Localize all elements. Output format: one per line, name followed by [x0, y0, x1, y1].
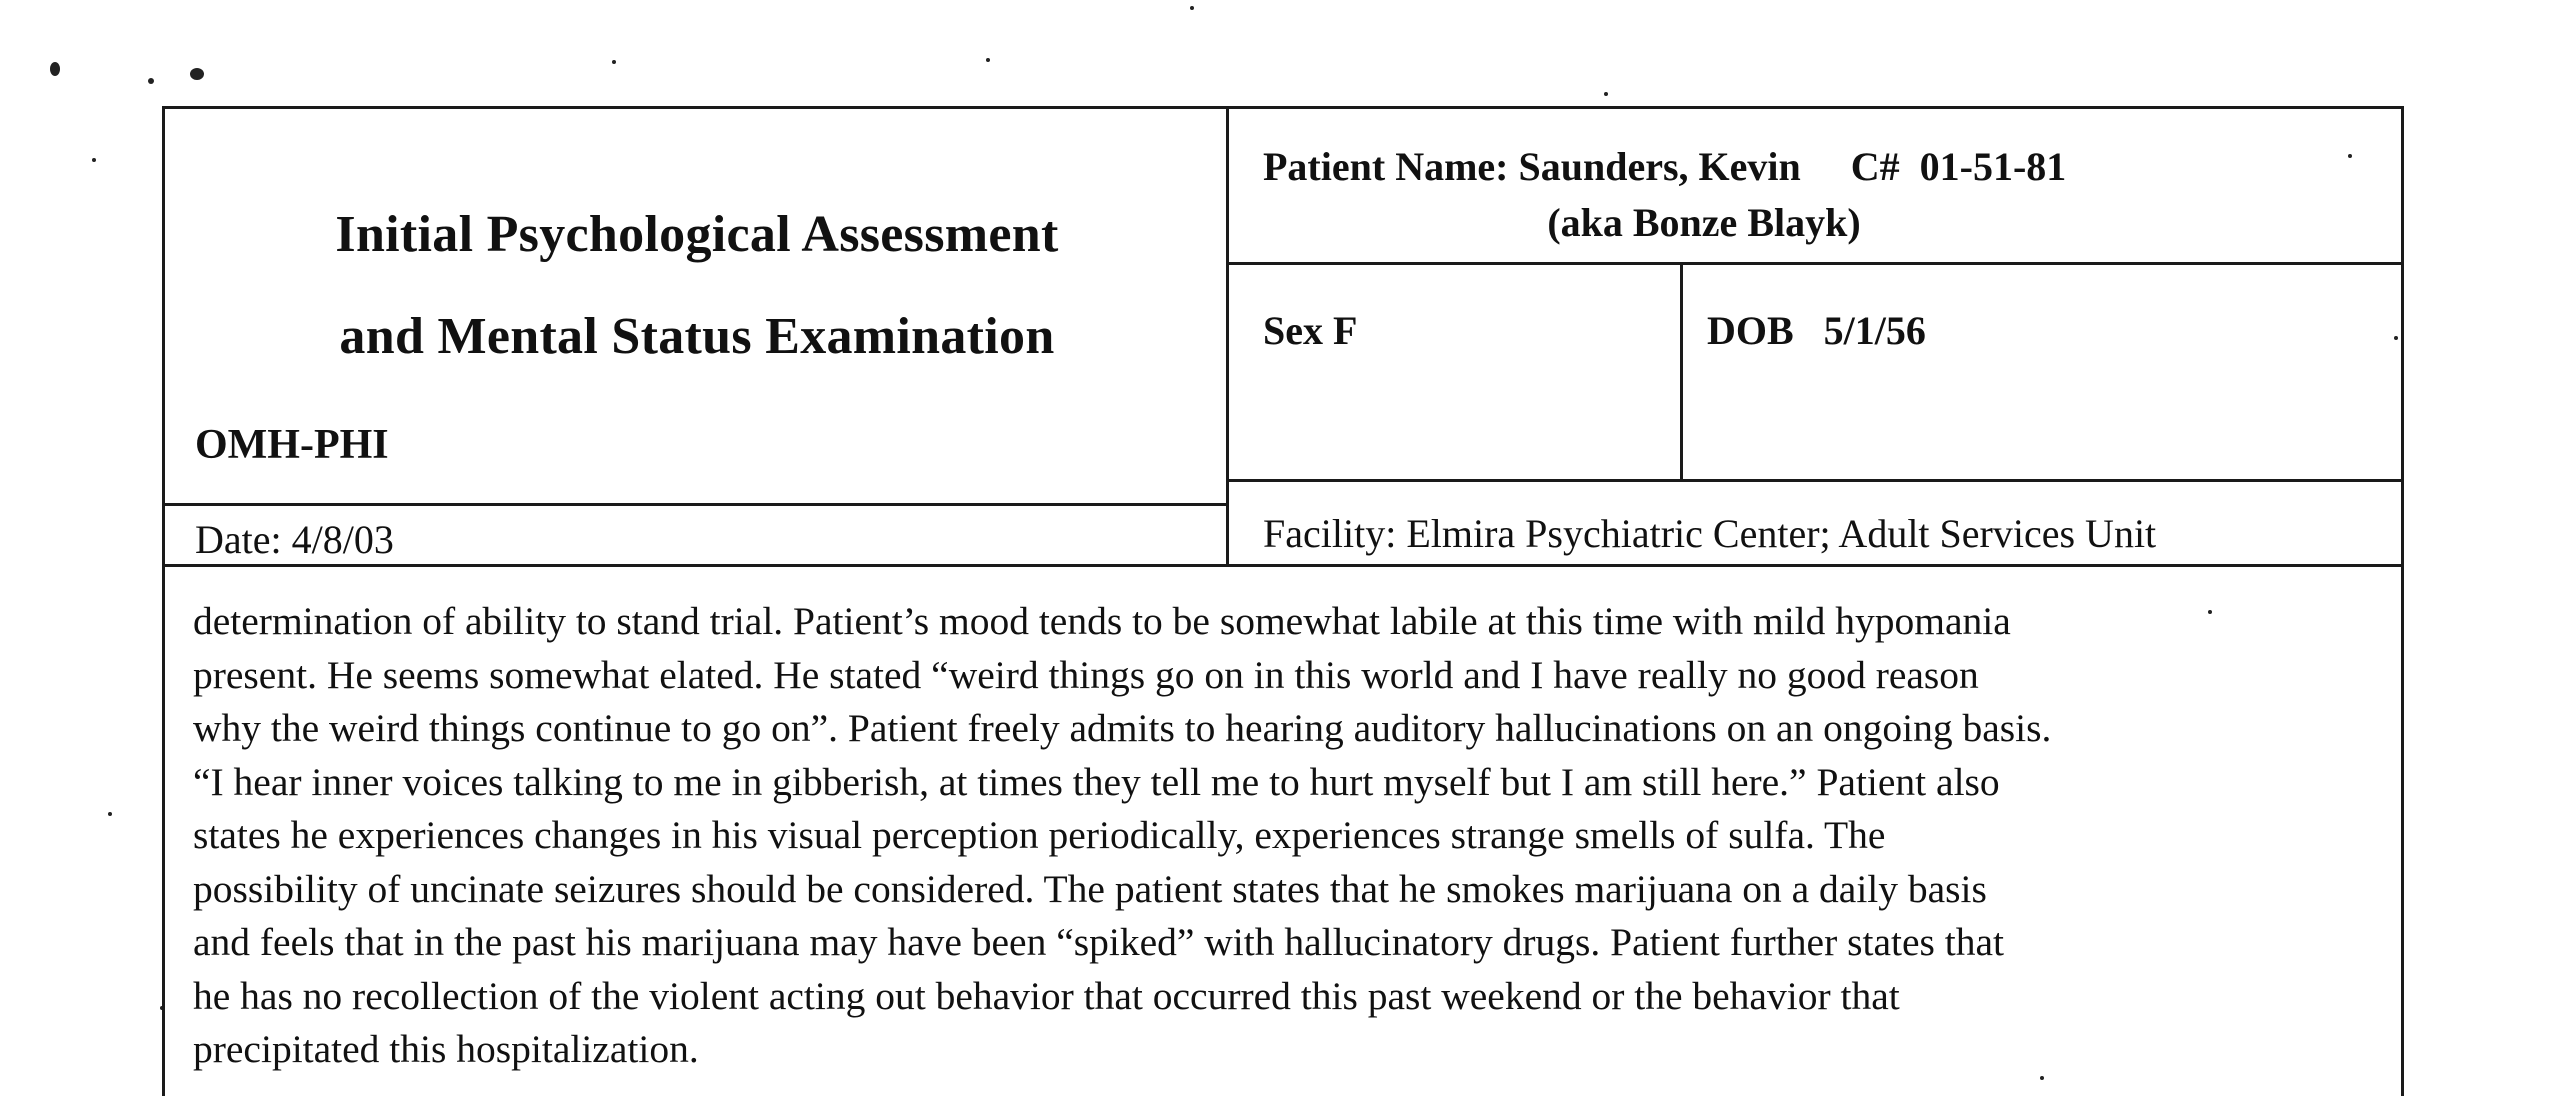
assessment-form: [162, 106, 2404, 1096]
narrative-line: possibility of uncinate seizures should be considered. The patient states that he smokes marijuana on a daily basis: [193, 866, 1987, 911]
narrative-line: present. He seems somewhat elated. He stated “weird things go on in this world and I have really no good reason: [193, 652, 1979, 697]
patient-name: Patient Name: Saunders, Kevin C# 01-51-81: [1263, 144, 2067, 189]
patient-info-block: [1229, 109, 2404, 567]
header-divider: [165, 564, 2401, 567]
facility-cell: [1229, 479, 2404, 567]
narrative-line: “I hear inner voices talking to me in gibberish, at times they tell me to hurt myself but I am still here.” Patient also: [193, 759, 2000, 804]
narrative-line: determination of ability to stand trial. Patient’s mood tends to be somewhat labile at this time with mild hypomania: [193, 599, 2011, 643]
patient-alias: (aka Bonze Blayk): [1547, 200, 1861, 245]
form-title-block: [165, 109, 1229, 567]
date-cell: [165, 503, 1229, 567]
agency-code: OMH-PHI: [195, 422, 389, 468]
form-title-line-2: and Mental Status Examination: [339, 308, 1055, 365]
patient-dob: DOB 5/1/56: [1707, 308, 1926, 353]
form-title-line-1: Initial Psychological Assessment: [335, 206, 1059, 263]
patient-name-cell: [1229, 109, 2404, 265]
dob-cell: [1683, 265, 2404, 479]
narrative-line: he has no recollection of the violent acting out behavior that occurred this past weekend or the behavior that: [193, 973, 1900, 1018]
narrative-line: and feels that in the past his marijuana may have been “spiked” with hallucinatory drugs. Patient further states that: [193, 920, 2004, 964]
narrative-line: states he experiences changes in his visual perception periodically, experiences strange smells of sulfa. The: [193, 813, 1886, 857]
assessment-date: Date: 4/8/03: [195, 517, 394, 562]
narrative-line: precipitated this hospitalization.: [193, 1027, 699, 1071]
patient-sex: Sex F: [1263, 308, 1358, 353]
assessment-narrative: [193, 595, 2393, 1077]
narrative-line: why the weird things continue to go on”. Patient freely admits to hearing auditory hallucinations on an ongoing basis.: [193, 706, 2052, 750]
sex-cell: [1229, 265, 1683, 479]
facility-name: Facility: Elmira Psychiatric Center; Adult Services Unit: [1263, 511, 2157, 556]
